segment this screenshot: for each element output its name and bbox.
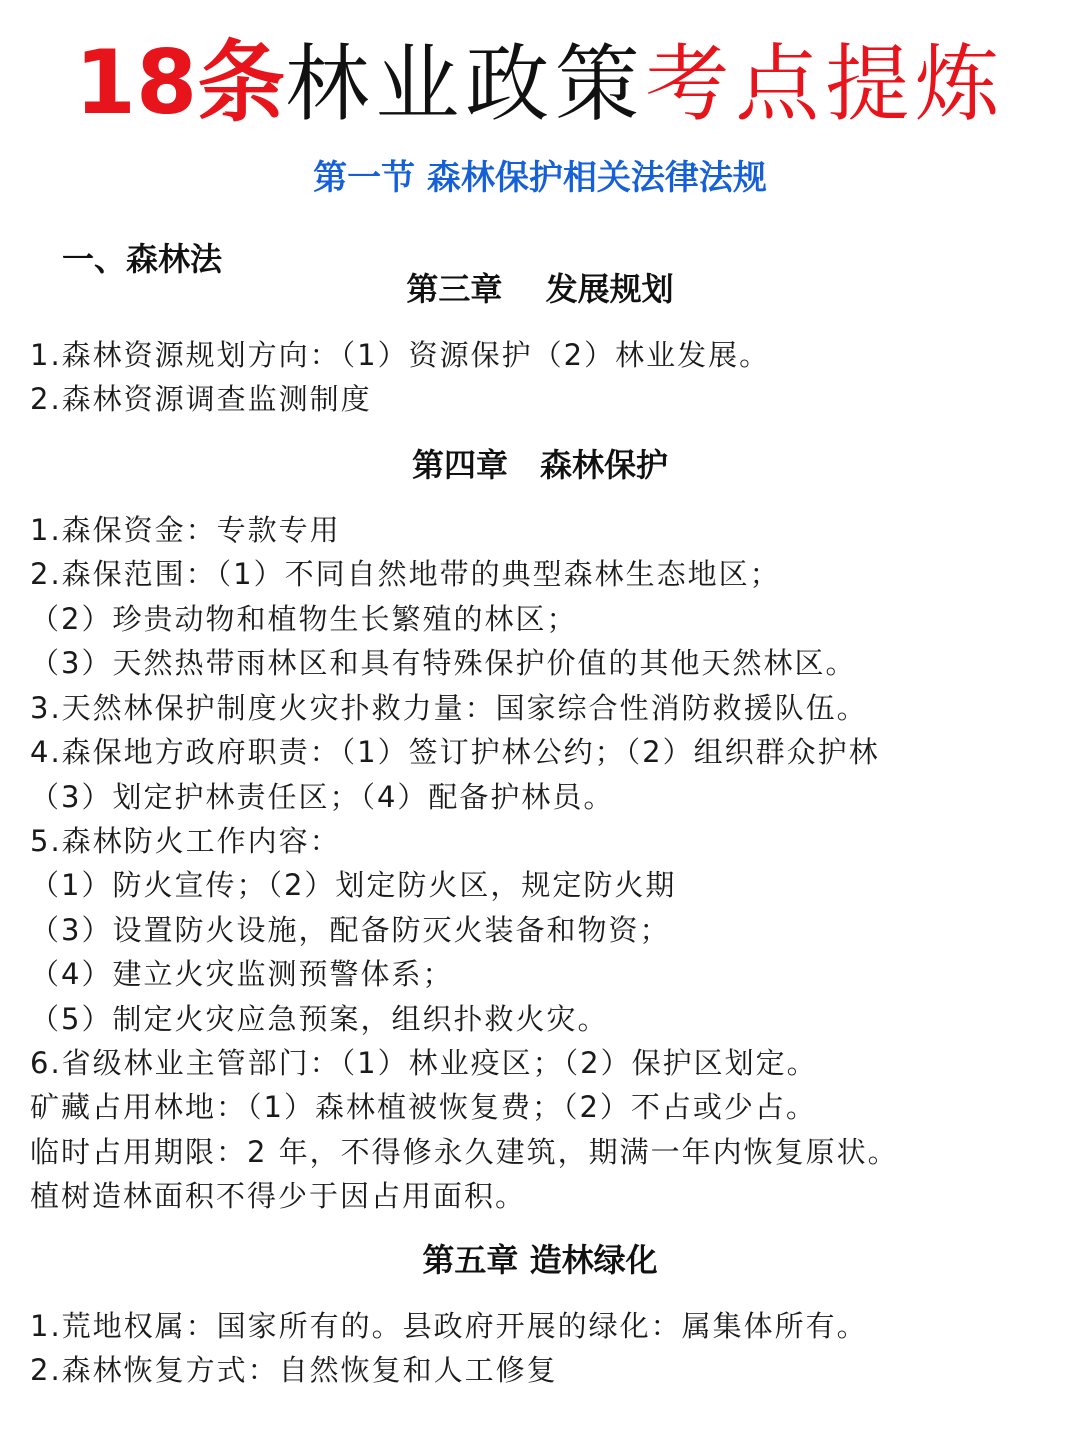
- page-title: [0, 28, 1080, 139]
- title-highlight-count: 18条: [74, 31, 286, 134]
- chapter-4-line: 5.森林防火工作内容：: [30, 824, 341, 858]
- chapter-4-line: 3.天然林保护制度火灾扑救力量：国家综合性消防救援队伍。: [30, 691, 868, 725]
- chapter-heading-3: 第三章 发展规划: [406, 270, 674, 308]
- law-heading: 一、森林法: [62, 240, 223, 278]
- chapter-4-line: （3）划定护林责任区；（4）配备护林员。: [30, 780, 615, 814]
- chapter-heading-4: 第四章 森林保护: [411, 446, 668, 484]
- chapter-3-line: 2.森林资源调查监测制度: [30, 382, 372, 416]
- chapter-4-line: 4.森保地方政府职责：（1）签订护林公约；（2）组织群众护林: [30, 735, 880, 769]
- chapter-4-line: （3）设置防火设施，配备防灭火装备和物资；: [30, 913, 671, 947]
- chapter-4-line: （1）防火宣传；（2）划定防火区，规定防火期: [30, 868, 677, 902]
- chapter-5-line: 1.荒地权属：国家所有的。县政府开展的绿化：属集体所有。: [30, 1309, 868, 1343]
- chapter-heading-5: 第五章 造林绿化: [422, 1241, 658, 1279]
- chapter-4-line: 植树造林面积不得少于因占用面积。: [30, 1179, 527, 1213]
- chapter-4-line: （4）建立火灾监测预警体系；: [30, 957, 454, 991]
- chapter-5-line: 2.森林恢复方式：自然恢复和人工修复: [30, 1353, 558, 1387]
- chapter-4-line: 1.森保资金：专款专用: [30, 513, 341, 547]
- chapter-4-line: 临时占用期限：2 年，不得修永久建筑，期满一年内恢复原状。: [30, 1135, 899, 1169]
- chapter-4-line: （5）制定火灾应急预案，组织扑救火灾。: [30, 1002, 609, 1036]
- chapter-4-line: （3）天然热带雨林区和具有特殊保护价值的其他天然林区。: [30, 646, 857, 680]
- chapter-4-line: （2）珍贵动物和植物生长繁殖的林区；: [30, 602, 578, 636]
- title-main: 林业政策: [285, 35, 646, 133]
- section-subtitle: 第一节 森林保护相关法律法规: [313, 158, 767, 198]
- chapter-4-line: 矿藏占用林地：（1）森林植被恢复费；（2）不占或少占。: [30, 1090, 817, 1124]
- title-highlight-summary: 考点提炼: [645, 35, 1006, 133]
- chapter-4-line: 6.省级林业主管部门：（1）林业疫区；（2）保护区划定。: [30, 1046, 818, 1080]
- chapter-3-line: 1.森林资源规划方向：（1）资源保护（2）林业发展。: [30, 338, 771, 372]
- chapter-4-line: 2.森保范围：（1）不同自然地带的典型森林生态地区；: [30, 557, 781, 591]
